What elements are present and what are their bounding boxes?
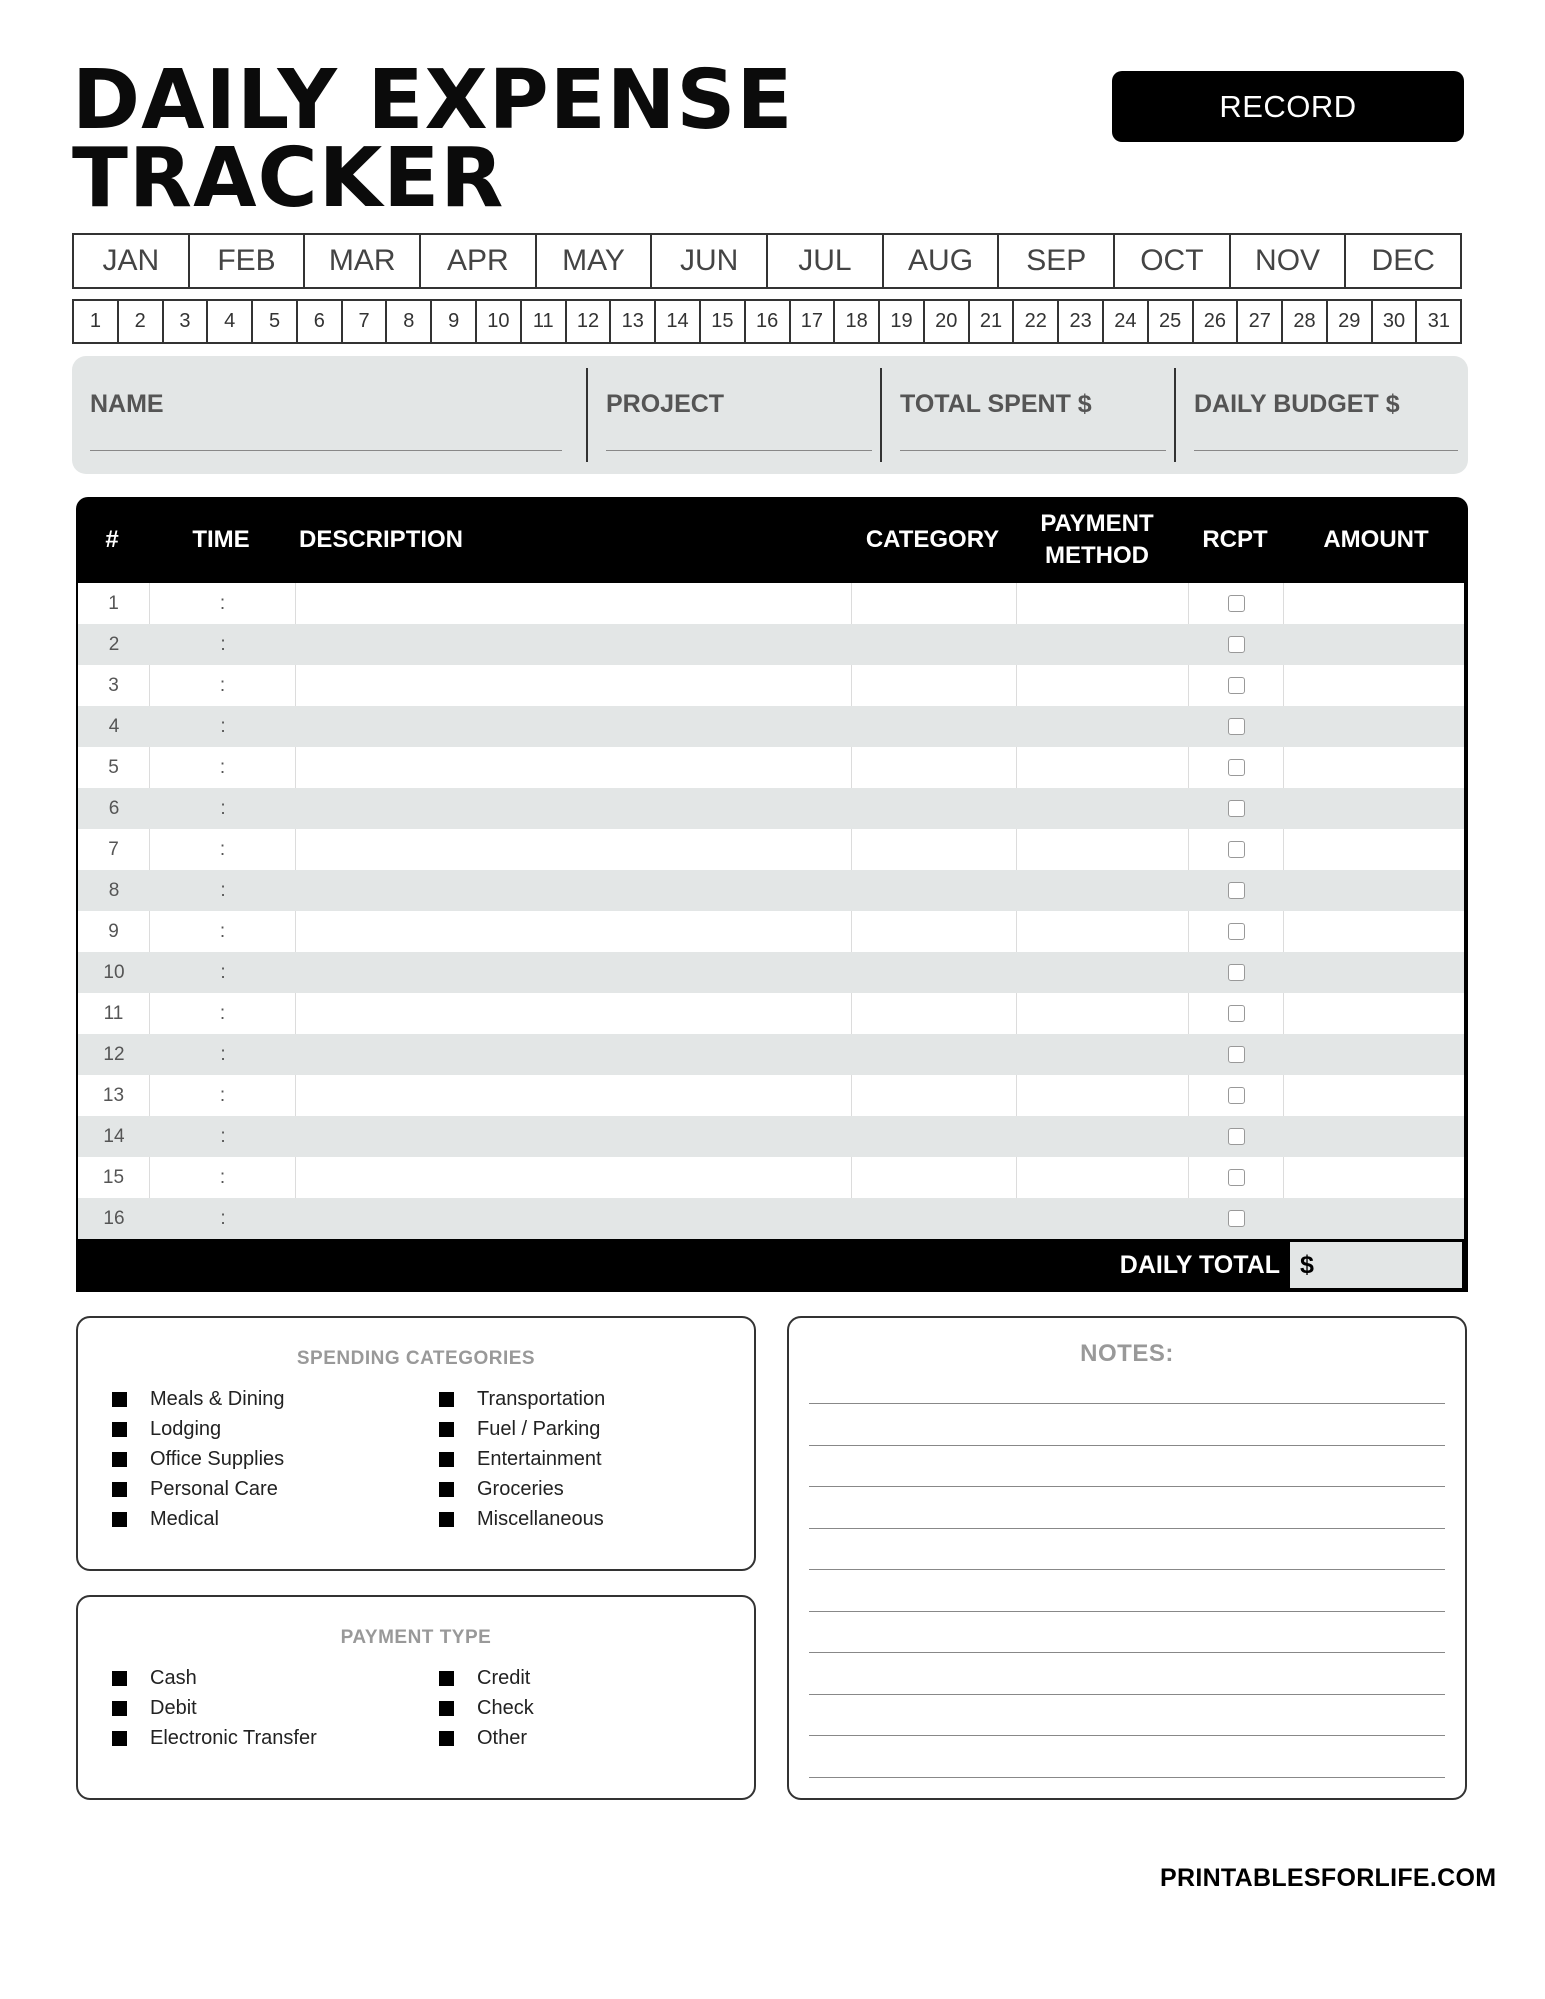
cell-description[interactable] (296, 665, 852, 706)
table-footer (76, 1239, 1468, 1292)
table-row (78, 1198, 1464, 1239)
cell-category[interactable] (852, 829, 1017, 870)
bullet-square-icon (112, 1731, 127, 1746)
info-field-daily-budget[interactable] (1174, 368, 1468, 462)
title-line-1: DAILY EXPENSE (72, 53, 794, 148)
month-jun[interactable]: JUN (652, 235, 768, 287)
category-item (439, 1388, 605, 1411)
cell-receipt (1189, 1075, 1284, 1116)
cell-payment-method[interactable] (1017, 1116, 1189, 1157)
bullet-square-icon (439, 1392, 454, 1407)
category-label: Office Supplies (150, 1448, 285, 1470)
info-field-project[interactable] (586, 368, 882, 462)
cell-time[interactable]: : (150, 911, 296, 952)
note-line (809, 1611, 1445, 1612)
header-number: # (105, 526, 119, 553)
cell-amount[interactable] (1284, 911, 1464, 952)
cell-receipt (1189, 1198, 1284, 1239)
month-oct[interactable]: OCT (1115, 235, 1231, 287)
month-jan[interactable]: JAN (74, 235, 190, 287)
day-6[interactable]: 6 (298, 301, 343, 342)
receipt-checkbox[interactable] (1228, 800, 1245, 817)
header-time: TIME (192, 526, 250, 553)
cell-description[interactable] (296, 624, 852, 665)
table-row (78, 665, 1464, 706)
cell-amount[interactable] (1284, 747, 1464, 788)
day-selector (72, 299, 1462, 344)
receipt-checkbox[interactable] (1228, 1046, 1245, 1063)
day-22[interactable]: 22 (1014, 301, 1059, 342)
receipt-checkbox[interactable] (1228, 1005, 1245, 1022)
info-field-label: TOTAL SPENT $ (900, 390, 1092, 418)
day-2[interactable]: 2 (119, 301, 164, 342)
cell-number: 15 (78, 1157, 150, 1198)
note-line (809, 1569, 1445, 1570)
receipt-checkbox[interactable] (1228, 595, 1245, 612)
payment-type-label: Other (477, 1727, 528, 1749)
daily-total-currency: $ (1300, 1250, 1314, 1279)
cell-category[interactable] (852, 911, 1017, 952)
cell-payment-method[interactable] (1017, 829, 1189, 870)
payment-type-item (439, 1667, 530, 1690)
cell-number: 6 (108, 797, 120, 819)
daily-total-field[interactable] (1290, 1242, 1462, 1288)
cell-time[interactable]: : (150, 665, 296, 706)
cell-number: 5 (78, 747, 150, 788)
cell-receipt (1189, 1116, 1284, 1157)
day-3[interactable]: 3 (164, 301, 209, 342)
cell-payment-method[interactable] (1017, 624, 1189, 665)
month-feb[interactable]: FEB (190, 235, 306, 287)
cell-description[interactable] (296, 747, 852, 788)
table-row (78, 747, 1464, 788)
note-line (809, 1694, 1445, 1695)
cell-category[interactable] (852, 870, 1017, 911)
payment-type-label: Credit (477, 1667, 531, 1689)
cell-receipt (1189, 993, 1284, 1034)
cell-time[interactable]: : (220, 1207, 226, 1229)
bullet-square-icon (112, 1452, 127, 1467)
receipt-checkbox[interactable] (1228, 841, 1245, 858)
category-item (439, 1418, 600, 1441)
info-field-line (606, 450, 872, 451)
bullet-square-icon (112, 1701, 127, 1716)
note-line (809, 1735, 1445, 1736)
cell-time[interactable]: : (220, 715, 226, 737)
cell-time[interactable]: : (220, 797, 226, 819)
cell-category[interactable] (852, 706, 1017, 747)
day-15[interactable]: 15 (701, 301, 746, 342)
table-row (78, 993, 1464, 1034)
cell-description[interactable] (296, 1075, 852, 1116)
cell-time[interactable]: : (220, 633, 226, 655)
day-5[interactable]: 5 (253, 301, 298, 342)
info-field-label: DAILY BUDGET $ (1194, 390, 1400, 418)
day-24[interactable]: 24 (1104, 301, 1149, 342)
cell-number: 2 (108, 633, 120, 655)
table-row (78, 583, 1464, 624)
payment-type-item (112, 1697, 197, 1720)
category-label: Meals & Dining (150, 1388, 285, 1410)
cell-payment-method[interactable] (1017, 788, 1189, 829)
receipt-checkbox[interactable] (1228, 1210, 1245, 1227)
table-row (78, 788, 1464, 829)
info-field-name[interactable] (72, 368, 572, 462)
note-line (809, 1445, 1445, 1446)
receipt-checkbox[interactable] (1228, 964, 1245, 981)
day-18[interactable]: 18 (835, 301, 880, 342)
cell-payment-method[interactable] (1017, 952, 1189, 993)
category-label: Fuel / Parking (477, 1418, 601, 1440)
table-row (78, 1157, 1464, 1198)
cell-time[interactable]: : (220, 879, 226, 901)
cell-receipt (1189, 788, 1284, 829)
category-label: Miscellaneous (477, 1508, 604, 1530)
cell-category[interactable] (852, 1034, 1017, 1075)
cell-receipt (1189, 1034, 1284, 1075)
info-field-line (900, 450, 1166, 451)
cell-number: 3 (78, 665, 150, 706)
cell-time[interactable]: : (150, 1075, 296, 1116)
month-aug[interactable]: AUG (884, 235, 1000, 287)
day-23[interactable]: 23 (1059, 301, 1104, 342)
day-12[interactable]: 12 (567, 301, 612, 342)
payment-type-label: Check (477, 1697, 534, 1719)
cell-time[interactable]: : (220, 961, 226, 983)
cell-amount[interactable] (1284, 788, 1464, 829)
note-line (809, 1403, 1445, 1404)
day-28[interactable]: 28 (1283, 301, 1328, 342)
receipt-checkbox[interactable] (1228, 677, 1245, 694)
day-25[interactable]: 25 (1149, 301, 1194, 342)
day-20[interactable]: 20 (925, 301, 970, 342)
cell-category[interactable] (852, 788, 1017, 829)
day-26[interactable]: 26 (1194, 301, 1239, 342)
info-panel (72, 356, 1468, 474)
day-27[interactable]: 27 (1238, 301, 1283, 342)
table-row (78, 1075, 1464, 1116)
cell-number: 7 (78, 829, 150, 870)
day-7[interactable]: 7 (343, 301, 388, 342)
cell-receipt (1189, 747, 1284, 788)
cell-number: 16 (103, 1207, 125, 1229)
cell-description[interactable] (296, 1198, 852, 1239)
cell-number: 10 (103, 961, 125, 983)
cell-amount[interactable] (1284, 665, 1464, 706)
cell-receipt (1189, 665, 1284, 706)
note-line (809, 1486, 1445, 1487)
cell-receipt (1189, 911, 1284, 952)
category-item (112, 1418, 221, 1441)
category-item (439, 1448, 602, 1471)
cell-description[interactable] (296, 829, 852, 870)
cell-time[interactable]: : (150, 583, 296, 624)
day-1[interactable]: 1 (74, 301, 119, 342)
payment-type-item (439, 1697, 534, 1720)
cell-description[interactable] (296, 706, 852, 747)
payment-type-box (76, 1595, 756, 1800)
cell-time[interactable]: : (220, 1043, 226, 1065)
category-item (439, 1478, 564, 1501)
info-field-total-spent[interactable] (880, 368, 1176, 462)
category-label: Lodging (150, 1418, 222, 1440)
month-jul[interactable]: JUL (768, 235, 884, 287)
cell-category[interactable] (852, 993, 1017, 1034)
cell-category[interactable] (852, 1157, 1017, 1198)
bullet-square-icon (112, 1482, 127, 1497)
bullet-square-icon (439, 1731, 454, 1746)
day-14[interactable]: 14 (656, 301, 701, 342)
cell-category[interactable] (852, 583, 1017, 624)
category-label: Transportation (477, 1388, 606, 1410)
table-row (78, 870, 1464, 911)
cell-receipt (1189, 1157, 1284, 1198)
table-header (76, 497, 1468, 583)
day-9[interactable]: 9 (432, 301, 477, 342)
cell-category[interactable] (852, 1198, 1017, 1239)
table-row (78, 1116, 1464, 1157)
cell-amount[interactable] (1284, 993, 1464, 1034)
info-field-line (90, 450, 562, 451)
cell-amount[interactable] (1284, 1157, 1464, 1198)
info-field-line (1194, 450, 1458, 451)
footer-website: PRINTABLESFORLIFE.COM (1160, 1864, 1497, 1892)
title-line-2: TRACKER (72, 131, 505, 226)
note-line (809, 1528, 1445, 1529)
cell-description[interactable] (296, 870, 852, 911)
cell-time[interactable]: : (150, 747, 296, 788)
cell-receipt (1189, 829, 1284, 870)
day-30[interactable]: 30 (1373, 301, 1418, 342)
day-17[interactable]: 17 (791, 301, 836, 342)
receipt-checkbox[interactable] (1228, 1169, 1245, 1186)
cell-time[interactable]: : (150, 993, 296, 1034)
bullet-square-icon (112, 1671, 127, 1686)
header-category: CATEGORY (865, 526, 1000, 553)
month-sep[interactable]: SEP (999, 235, 1115, 287)
day-10[interactable]: 10 (477, 301, 522, 342)
cell-amount[interactable] (1284, 1034, 1464, 1075)
note-line (809, 1777, 1445, 1778)
cell-amount[interactable] (1284, 952, 1464, 993)
header-payment-method: PAYMENT METHOD (1040, 510, 1154, 569)
cell-amount[interactable] (1284, 706, 1464, 747)
bullet-square-icon (439, 1422, 454, 1437)
cell-payment-method[interactable] (1017, 1198, 1189, 1239)
cell-description[interactable] (296, 1116, 852, 1157)
bullet-square-icon (112, 1392, 127, 1407)
category-label: Entertainment (477, 1448, 602, 1470)
category-label: Groceries (477, 1478, 564, 1500)
category-item (112, 1478, 278, 1501)
table-body (78, 583, 1464, 1239)
receipt-checkbox[interactable] (1228, 759, 1245, 776)
cell-time[interactable]: : (150, 1157, 296, 1198)
cell-amount[interactable] (1284, 870, 1464, 911)
cell-description[interactable] (296, 993, 852, 1034)
table-row (78, 624, 1464, 665)
cell-receipt (1189, 583, 1284, 624)
cell-category[interactable] (852, 1075, 1017, 1116)
cell-receipt (1189, 870, 1284, 911)
receipt-checkbox[interactable] (1228, 882, 1245, 899)
cell-number: 8 (108, 879, 120, 901)
cell-category[interactable] (852, 952, 1017, 993)
cell-amount[interactable] (1284, 1075, 1464, 1116)
cell-number: 12 (103, 1043, 125, 1065)
bullet-square-icon (439, 1701, 454, 1716)
notes-title: NOTES: (1080, 1340, 1174, 1367)
cell-number: 4 (108, 715, 120, 737)
category-item (112, 1388, 285, 1411)
category-item (439, 1508, 604, 1531)
payment-type-item (439, 1727, 527, 1750)
month-nov[interactable]: NOV (1231, 235, 1347, 287)
receipt-checkbox[interactable] (1228, 636, 1245, 653)
bullet-square-icon (112, 1512, 127, 1527)
bullet-square-icon (112, 1422, 127, 1437)
cell-payment-method[interactable] (1017, 1075, 1189, 1116)
payment-type-label: Debit (150, 1697, 197, 1719)
day-13[interactable]: 13 (611, 301, 656, 342)
receipt-checkbox[interactable] (1228, 1087, 1245, 1104)
cell-payment-method[interactable] (1017, 1157, 1189, 1198)
cell-amount[interactable] (1284, 1116, 1464, 1157)
page-title (72, 53, 794, 226)
cell-receipt (1189, 624, 1284, 665)
day-4[interactable]: 4 (208, 301, 253, 342)
cell-category[interactable] (852, 665, 1017, 706)
category-label: Personal Care (150, 1478, 278, 1500)
cell-payment-method[interactable] (1017, 870, 1189, 911)
note-line (809, 1652, 1445, 1653)
cell-description[interactable] (296, 788, 852, 829)
month-dec[interactable]: DEC (1371, 244, 1435, 277)
payment-type-title: PAYMENT TYPE (340, 1627, 492, 1648)
cell-payment-method[interactable] (1017, 911, 1189, 952)
cell-payment-method[interactable] (1017, 706, 1189, 747)
info-field-label: PROJECT (606, 390, 725, 418)
month-selector (72, 233, 1462, 289)
day-31[interactable]: 31 (1427, 310, 1450, 332)
day-16[interactable]: 16 (746, 301, 791, 342)
day-11[interactable]: 11 (522, 301, 567, 342)
cell-category[interactable] (852, 624, 1017, 665)
table-row (78, 952, 1464, 993)
cell-amount[interactable] (1284, 1198, 1464, 1239)
cell-receipt (1189, 952, 1284, 993)
cell-category[interactable] (852, 747, 1017, 788)
cell-number: 13 (78, 1075, 150, 1116)
cell-number: 14 (103, 1125, 125, 1147)
cell-payment-method[interactable] (1017, 747, 1189, 788)
cell-number: 9 (78, 911, 150, 952)
cell-time[interactable]: : (150, 829, 296, 870)
cell-description[interactable] (296, 1157, 852, 1198)
cell-time[interactable]: : (220, 1125, 226, 1147)
table-row (78, 911, 1464, 952)
receipt-checkbox[interactable] (1228, 923, 1245, 940)
cell-description[interactable] (296, 952, 852, 993)
header-description: DESCRIPTION (299, 526, 464, 553)
day-21[interactable]: 21 (970, 301, 1015, 342)
cell-category[interactable] (852, 1116, 1017, 1157)
cell-receipt (1189, 706, 1284, 747)
month-apr[interactable]: APR (421, 235, 537, 287)
cell-payment-method[interactable] (1017, 583, 1189, 624)
cell-description[interactable] (296, 583, 852, 624)
cell-description[interactable] (296, 1034, 852, 1075)
spending-categories-title: SPENDING CATEGORIES (296, 1348, 536, 1369)
bullet-square-icon (439, 1452, 454, 1467)
category-label: Medical (150, 1508, 219, 1530)
expense-table (76, 497, 1468, 1292)
day-19[interactable]: 19 (880, 301, 925, 342)
payment-type-item (112, 1667, 197, 1690)
bullet-square-icon (439, 1671, 454, 1686)
header-receipt: RCPT (1202, 526, 1268, 553)
notes-box[interactable] (787, 1316, 1467, 1800)
cell-payment-method[interactable] (1017, 665, 1189, 706)
header-amount: AMOUNT (1323, 526, 1429, 553)
daily-total-label: DAILY TOTAL (1119, 1251, 1280, 1279)
cell-amount[interactable] (1284, 624, 1464, 665)
receipt-checkbox[interactable] (1228, 1128, 1245, 1145)
category-item (112, 1508, 219, 1531)
table-row (78, 829, 1464, 870)
bullet-square-icon (439, 1482, 454, 1497)
spending-categories-box (76, 1316, 756, 1571)
day-29[interactable]: 29 (1328, 301, 1373, 342)
month-mar[interactable]: MAR (305, 235, 421, 287)
payment-type-label: Cash (150, 1667, 197, 1689)
table-row (78, 1034, 1464, 1075)
table-row (78, 706, 1464, 747)
day-8[interactable]: 8 (387, 301, 432, 342)
cell-number: 11 (78, 993, 150, 1034)
bullet-square-icon (439, 1512, 454, 1527)
receipt-checkbox[interactable] (1228, 718, 1245, 735)
cell-number: 1 (78, 583, 150, 624)
cell-payment-method[interactable] (1017, 1034, 1189, 1075)
cell-description[interactable] (296, 911, 852, 952)
category-item (112, 1448, 284, 1471)
record-button[interactable]: RECORD (1112, 71, 1464, 142)
month-may[interactable]: MAY (537, 235, 653, 287)
cell-amount[interactable] (1284, 583, 1464, 624)
payment-type-label: Electronic Transfer (150, 1727, 317, 1749)
info-field-label: NAME (90, 390, 164, 418)
payment-type-item (112, 1727, 317, 1750)
cell-amount[interactable] (1284, 829, 1464, 870)
cell-payment-method[interactable] (1017, 993, 1189, 1034)
